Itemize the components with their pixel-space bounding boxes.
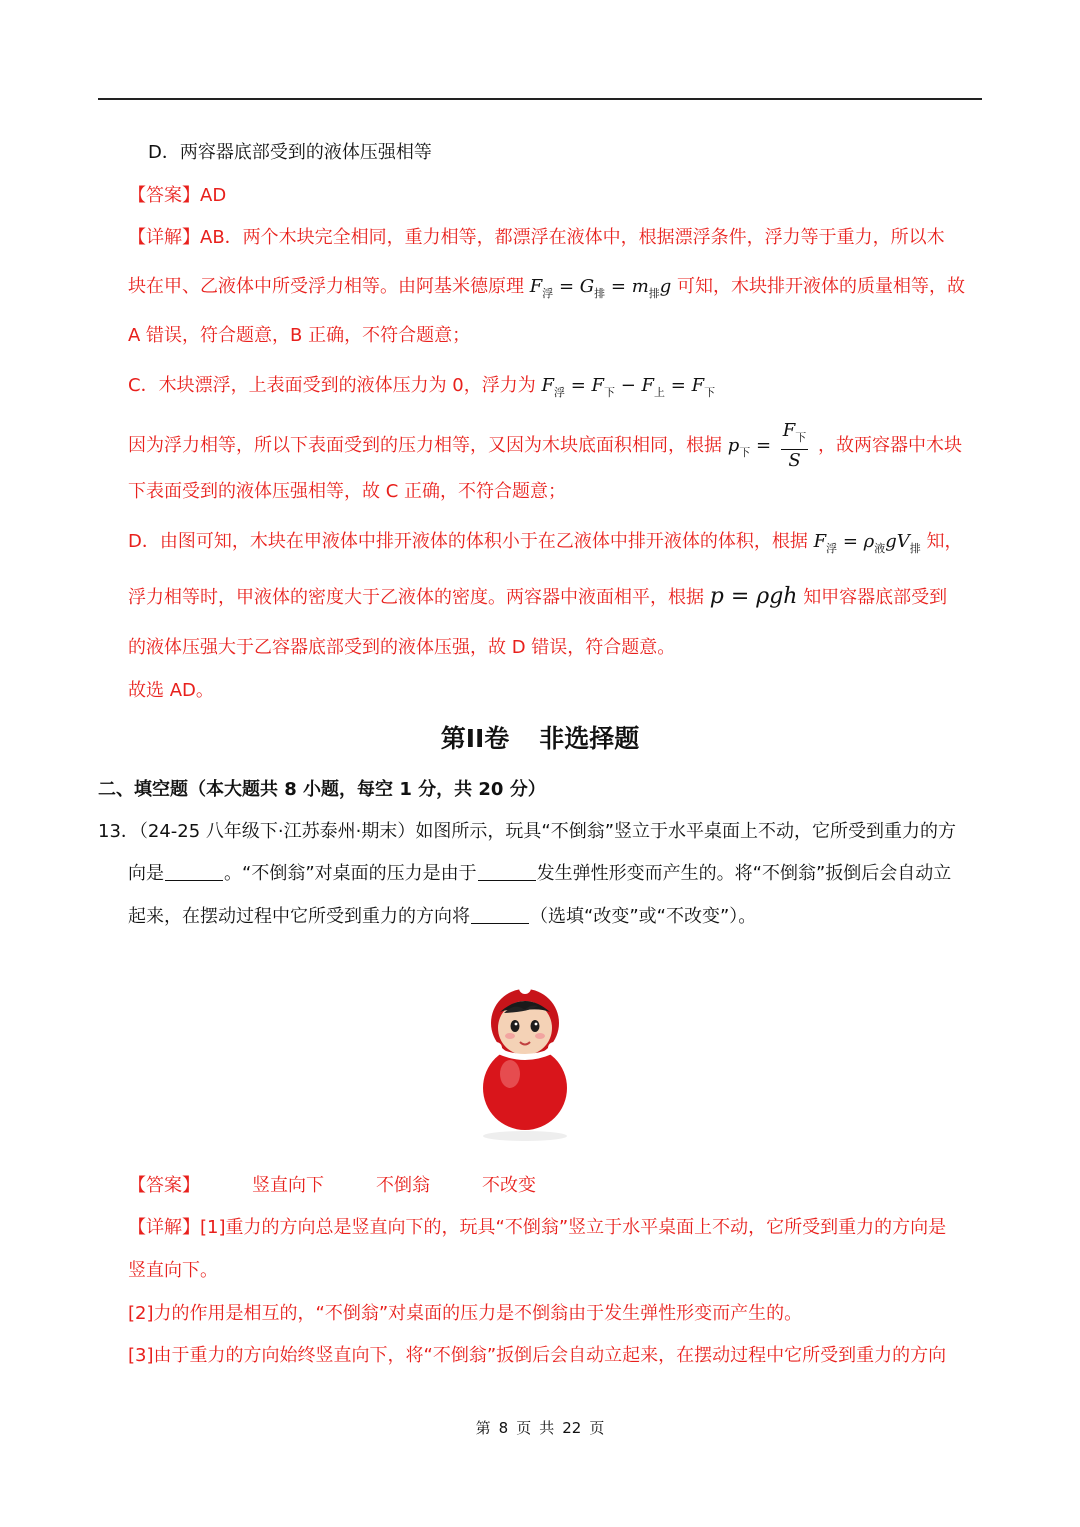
q13-text-2a: 向是 — [128, 863, 164, 884]
liquid-pressure-formula: p = ρgh — [709, 584, 798, 609]
detail-label: 【详解】 — [128, 227, 200, 248]
answer-13-blank-1: 竖直向下 — [252, 1175, 324, 1196]
detail-text-8b: 知甲容器底部受到 — [803, 587, 948, 608]
detail-line-2 — [128, 275, 965, 306]
detail-text-5a: 因为浮力相等，所以下表面受到的压力相等，又因为木块底面积相同，根据 — [128, 435, 722, 456]
section-title-type: 非选择题 — [539, 724, 640, 753]
question-13-line-2 — [128, 862, 951, 886]
fill-heading: 二、填空题（本大题共 8 小题，每空 1 分，共 20 分） — [98, 779, 546, 800]
detail-text-7b: 知， — [926, 531, 963, 552]
answer-13-label: 【答案】 — [128, 1175, 200, 1196]
answer-13-line — [128, 1174, 536, 1198]
q13-text-3b: （选填“改变”或“不改变”）。 — [530, 906, 757, 927]
q13-text-2b: 。“不倒翁”对桌面的压力是由于 — [224, 863, 477, 884]
detail-line-1 — [128, 226, 945, 250]
q13-text-3a: 起来，在摆动过程中它所受到重力的方向将 — [128, 906, 470, 927]
answer-blank-2 — [478, 862, 536, 881]
question-13-line-1: 13．（24-25 八年级下·江苏泰州·期末）如图所示，玩具“不倒翁”竖立于水平桌面上不动，它所受到重力的方 — [98, 821, 957, 842]
detail-text-5b: ，故两容器中木块 — [818, 435, 963, 456]
answer-13-blank-3: 不改变 — [482, 1175, 536, 1196]
detail-text-2a: 块在甲、乙液体中所受浮力相等。由阿基米德原理 — [128, 276, 524, 297]
archimedes-formula: $F_浮 = G_排 = m_排g$ — [529, 276, 672, 300]
detail-line-8 — [128, 585, 947, 610]
answer-line — [128, 184, 226, 208]
question-13-line-3 — [128, 905, 756, 929]
answer-value: AD — [200, 185, 227, 206]
archimedes-density-formula: $F_浮 = \rho_液gV_排$ — [813, 531, 921, 555]
footer-gong: 共 — [539, 1419, 555, 1437]
header-rule — [98, 98, 982, 100]
detail-line-3: A 错误，符合题意，B 正确，不符合题意； — [128, 325, 471, 346]
section-title-volume: 第II卷 — [440, 724, 510, 753]
answer-blank-1 — [165, 862, 223, 881]
explanation-13-line-3: [2]力的作用是相互的，“不倒翁”对桌面的压力是不倒翁由于发生弹性形变而产生的。 — [128, 1303, 803, 1324]
answer-13-blank-2: 不倒翁 — [376, 1175, 430, 1196]
buoyancy-formula: $F_浮 = F_下 - F_上 = F_下$ — [541, 375, 716, 399]
detail-line-5 — [128, 420, 962, 475]
answer-label: 【答案】 — [128, 185, 200, 206]
detail-text-2b: 可知，木块排开液体的质量相等，故 — [677, 276, 966, 297]
tumbler-toy-image — [470, 968, 580, 1143]
detail-line-9: 的液体压强大于乙容器底部受到的液体压强，故 D 错误，符合题意。 — [128, 637, 676, 658]
explanation-13-text-1: [1]重力的方向总是竖直向下的，玩具“不倒翁”竖立于水平桌面上不动，它所受到重力的方向是 — [200, 1217, 947, 1238]
footer-ye-2: 页 — [589, 1419, 605, 1437]
explanation-13-label: 【详解】 — [128, 1217, 200, 1238]
detail-line-4 — [128, 374, 715, 405]
detail-text-1: AB．两个木块完全相同，重力相等，都漂浮在液体中，根据漂浮条件，浮力等于重力，所以木 — [200, 227, 945, 248]
footer-page-number: 8 — [498, 1419, 509, 1437]
page-footer — [0, 1418, 1080, 1438]
footer-di: 第 — [475, 1419, 491, 1437]
detail-line-10: 故选 AD。 — [128, 680, 214, 701]
footer-ye: 页 — [516, 1419, 532, 1437]
explanation-13-line-2: 竖直向下。 — [128, 1260, 218, 1281]
detail-text-4a: C．木块漂浮，上表面受到的液体压力为 0，浮力为 — [128, 375, 536, 396]
pressure-fraction-formula: $p_下$ = $\frac{F_下}{S}$ — [727, 420, 807, 471]
explanation-13-line-4: [3]由于重力的方向始终竖直向下，将“不倒翁”扳倒后会自动立起来，在摆动过程中它所受到重力的方向 — [128, 1345, 947, 1366]
q13-text-2c: 发生弹性形变而产生的。将“不倒翁”扳倒后会自动立 — [536, 863, 952, 884]
answer-blank-3 — [471, 905, 529, 924]
detail-text-7a: D．由图可知，木块在甲液体中排开液体的体积小于在乙液体中排开液体的体积，根据 — [128, 531, 808, 552]
section-title — [0, 723, 1080, 755]
option-d: D．两容器底部受到的液体压强相等 — [148, 142, 432, 163]
detail-line-6: 下表面受到的液体压强相等，故 C 正确，不符合题意； — [128, 481, 567, 502]
detail-text-8a: 浮力相等时，甲液体的密度大于乙液体的密度。两容器中液面相平，根据 — [128, 587, 704, 608]
footer-total-pages: 22 — [562, 1419, 582, 1437]
detail-line-7 — [128, 530, 962, 561]
explanation-13-line-1 — [128, 1216, 946, 1240]
